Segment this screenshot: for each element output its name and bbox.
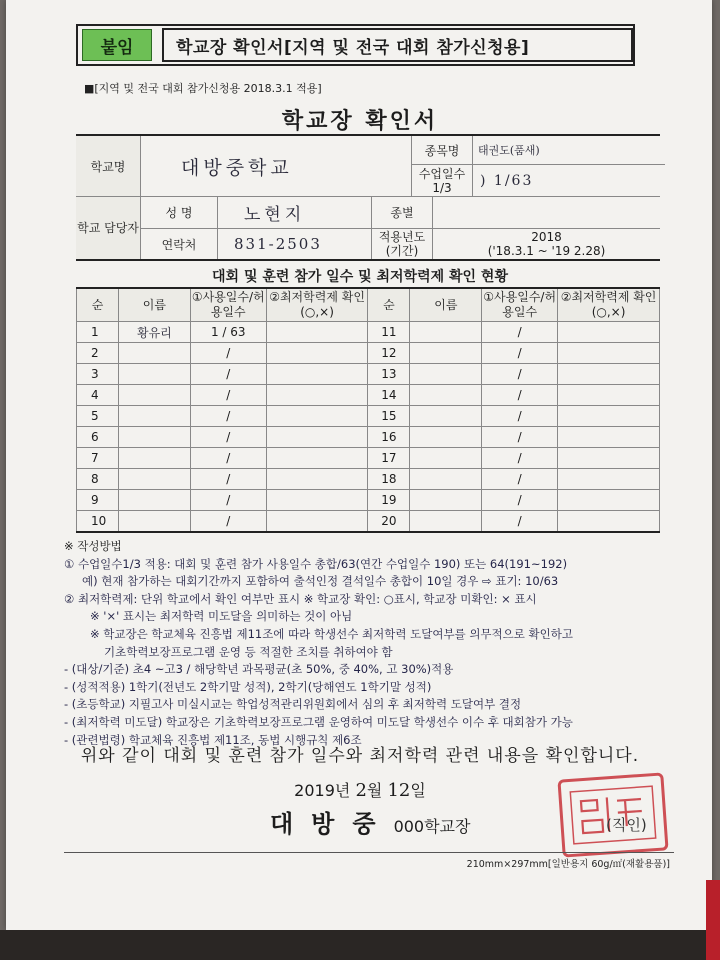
info-row-school (76, 136, 660, 197)
event-days-values (473, 136, 660, 196)
period-value: ('18.3.1 ~ '19 2.28) (487, 244, 606, 258)
student-name (118, 490, 190, 511)
row-number: 2 (77, 343, 119, 364)
row-number: 17 (368, 448, 410, 469)
teacher-fields (141, 197, 372, 259)
teacher-label: 학교 담당자 (76, 197, 141, 259)
col-header: 순 (368, 288, 410, 322)
row-number: 18 (368, 469, 410, 490)
days-used: / (190, 343, 266, 364)
info-table (76, 134, 660, 261)
academic-check (266, 511, 368, 533)
teacher-name-row (141, 197, 371, 229)
row-number: 5 (77, 406, 119, 427)
row-number: 8 (77, 469, 119, 490)
table-row (77, 427, 660, 448)
header-title: 학교장 확인서[지역 및 전국 대회 참가신청용] (162, 28, 633, 62)
student-name (410, 343, 482, 364)
student-name (118, 511, 190, 533)
teacher-contact-row (141, 229, 371, 259)
row-number: 15 (368, 406, 410, 427)
academic-check (558, 406, 660, 427)
col-header: 이름 (410, 288, 482, 322)
academic-check (266, 343, 368, 364)
col-header: 이름 (118, 288, 190, 322)
info-row-teacher (76, 197, 660, 259)
row-number: 9 (77, 490, 119, 511)
type-year-values (433, 197, 660, 259)
academic-check (558, 469, 660, 490)
note-detail: - (관련법령) 학교체육 진흥법 제11조, 동법 시행규칙 제6조 (64, 732, 362, 747)
date-day-unit: 일 (410, 781, 426, 800)
school-stamp-name: 대방중 (270, 809, 394, 838)
name-label: 성 명 (141, 197, 218, 228)
row-number: 20 (368, 511, 410, 533)
name-value: 노현지 (244, 205, 306, 225)
days-used: / (482, 385, 558, 406)
academic-check (558, 490, 660, 511)
academic-check (266, 427, 368, 448)
row-number: 4 (77, 385, 119, 406)
contact-label: 연락처 (141, 229, 218, 259)
table-row (77, 322, 660, 343)
attachment-badge: 붙임 (82, 29, 152, 61)
days-used: / (190, 427, 266, 448)
days-used: / (190, 364, 266, 385)
section-title: 대회 및 훈련 참가 일수 및 최저학력제 확인 현황 (212, 269, 508, 285)
col-header: ②최저학력제 확인(○,×) (266, 288, 368, 322)
instructions (64, 538, 674, 749)
table-row (77, 469, 660, 490)
academic-check (266, 364, 368, 385)
year-value: 2018 (531, 230, 562, 244)
date-month-unit: 월 (366, 781, 383, 800)
days-used: / (190, 490, 266, 511)
student-name (410, 385, 482, 406)
note-detail: - (초등학교) 지필고사 미실시교는 학업성적관리위원회에서 심의 후 최저학력 도달여부 결정 (64, 697, 522, 712)
participation-table (76, 287, 660, 533)
days-used: / (482, 364, 558, 385)
note-item: ※ 학교장은 학교체육 진흥법 제11조에 따라 학생선수 최저학력 도달여부를 의무적으로 확인하고 (90, 626, 573, 641)
student-name (118, 364, 190, 385)
confirmation-statement: 위와 같이 대회 및 훈련 참가 일수와 최저학력 관련 내용을 확인합니다. (80, 746, 640, 766)
year-value-box (433, 229, 660, 259)
student-name (118, 469, 190, 490)
academic-check (558, 448, 660, 469)
note-item: 예) 현재 참가하는 대회기간까지 포함하여 출석인정 결석일수 총합이 10일 경우 ⇨ 표기: 10/63 (82, 574, 559, 589)
col-header: ②최저학력제 확인(○,×) (558, 288, 660, 322)
days-used: / (190, 385, 266, 406)
date-year: 2019년 (294, 781, 351, 800)
type-year-labels (372, 197, 433, 259)
academic-check (558, 511, 660, 533)
academic-check (266, 322, 368, 343)
days-used: 1 / 63 (190, 322, 266, 343)
student-name (118, 343, 190, 364)
event-label: 종목명 (412, 136, 472, 165)
student-name (410, 322, 482, 343)
row-number: 12 (368, 343, 410, 364)
academic-check (558, 343, 660, 364)
row-number: 14 (368, 385, 410, 406)
note-detail: - (최저학력 미도달) 학교장은 기초학력보장프로그램 운영하여 미도달 학생선수 이수 후 대회참가 가능 (64, 714, 573, 729)
student-name (410, 406, 482, 427)
days-used: / (482, 469, 558, 490)
academic-check (558, 364, 660, 385)
student-name (410, 448, 482, 469)
col-header: 순 (77, 288, 119, 322)
note-detail: - (대상/기준) 초4 ~고3 / 해당학년 과목평균(초 50%, 중 40%, 고 30%)적용 (64, 662, 454, 677)
table-row (77, 448, 660, 469)
col-header: ①사용일수/허용일수 (190, 288, 266, 322)
student-name (410, 364, 482, 385)
note-detail: - (성적적용) 1학기(전년도 2학기말 성적), 2학기(당해연도 1학기말 성적) (64, 679, 432, 694)
row-number: 16 (368, 427, 410, 448)
note-item: ② 최저학력제: 단위 학교에서 확인 여부만 표시 ※ 학교장 확인: ○표시, 학교장 미확인: × 표시 (64, 591, 537, 606)
principal-title: 000학교장 (393, 817, 471, 836)
student-name: 황유리 (118, 322, 190, 343)
student-name (410, 469, 482, 490)
row-number: 3 (77, 364, 119, 385)
background-red-object (706, 880, 720, 960)
student-name (118, 385, 190, 406)
days-used: / (190, 448, 266, 469)
academic-check (558, 427, 660, 448)
applicable-note: ■[지역 및 전국 대회 참가신청용 2018.3.1 적용] (84, 82, 322, 95)
seal-label: (직인) (606, 816, 647, 834)
table-row (77, 364, 660, 385)
days-used: / (190, 511, 266, 533)
year-label: 적용년도 (기간) (378, 230, 426, 258)
type-label: 종별 (372, 197, 432, 229)
date-day: 12 (387, 780, 411, 801)
days-used: / (482, 343, 558, 364)
table-row (77, 490, 660, 511)
days-used: / (482, 322, 558, 343)
school-value: 대방중학교 (141, 136, 412, 196)
student-name (410, 427, 482, 448)
table-row (77, 406, 660, 427)
row-number: 13 (368, 364, 410, 385)
note-item: ※ '×' 표시는 최저학력 미도달을 의미하는 것이 아님 (90, 609, 353, 624)
row-number: 1 (77, 322, 119, 343)
notes-heading: ※ 작성방법 (64, 539, 122, 553)
student-name (118, 406, 190, 427)
header-box (76, 24, 635, 66)
days-label: 수업일수 1/3 (418, 166, 466, 195)
table-row (77, 343, 660, 364)
academic-check (266, 406, 368, 427)
paper-spec: 210mm×297mm[일반용지 60g/㎡(재활용품)] (466, 859, 670, 870)
row-number: 19 (368, 490, 410, 511)
table-row (77, 511, 660, 533)
academic-check (558, 385, 660, 406)
student-name (118, 448, 190, 469)
table-header-row (77, 288, 660, 322)
event-value: 태권도(품새) (468, 136, 665, 165)
student-name (118, 427, 190, 448)
type-value (433, 197, 660, 229)
days-used: / (190, 469, 266, 490)
academic-check (266, 448, 368, 469)
days-used: / (482, 427, 558, 448)
footer-divider (64, 852, 674, 853)
date-month: 2 (355, 780, 367, 801)
row-number: 6 (77, 427, 119, 448)
student-name (410, 511, 482, 533)
academic-check (266, 490, 368, 511)
row-number: 10 (77, 511, 119, 533)
days-used: / (482, 490, 558, 511)
note-item: ① 수업일수1/3 적용: 대회 및 훈련 참가 사용일수 총합/63(연간 수업일수 190) 또는 64(191~192) (64, 556, 568, 571)
background-floor (0, 930, 720, 960)
col-header: ①사용일수/허용일수 (482, 288, 558, 322)
days-used: / (190, 406, 266, 427)
note-item: 기초학력보장프로그램 운영 등 적절한 조치를 취하여야 함 (104, 644, 393, 659)
row-number: 7 (77, 448, 119, 469)
event-days-labels (412, 136, 473, 196)
student-name (410, 490, 482, 511)
academic-check (266, 469, 368, 490)
contact-value: 831-2503 (234, 235, 322, 253)
days-used: / (482, 406, 558, 427)
academic-check (266, 385, 368, 406)
school-label: 학교명 (76, 136, 141, 196)
row-number: 11 (368, 322, 410, 343)
days-used: / (482, 448, 558, 469)
principal-signature (270, 804, 470, 839)
days-value: ) 1/63 (480, 172, 534, 189)
academic-check (558, 322, 660, 343)
document-title: 학교장 확인서 (281, 109, 439, 134)
days-used: / (482, 511, 558, 533)
table-row (77, 385, 660, 406)
